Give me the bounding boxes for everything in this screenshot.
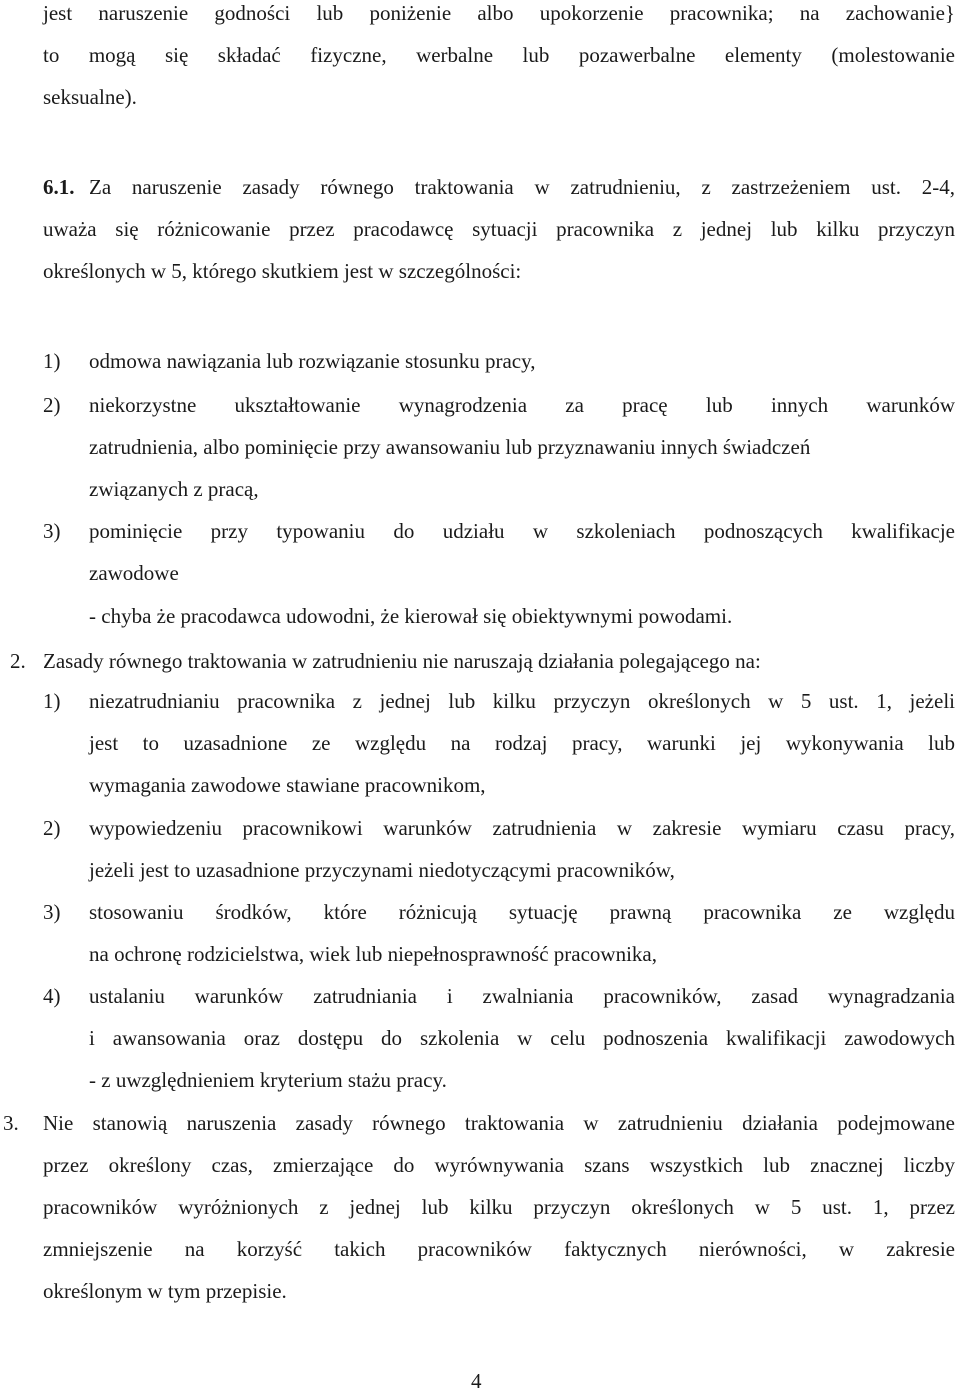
list-item-number: 3) — [43, 519, 61, 543]
section-number-2: 2. — [10, 649, 26, 673]
list-item-text: ustalaniu warunków zatrudniania i zwalniania pracowników, zasad wynagradzania — [89, 984, 955, 1008]
intro-line-2: to mogą się składać fizyczne, werbalne lub pozawerbalne elementy (molestowanie — [43, 43, 955, 67]
page-number: 4 — [471, 1369, 482, 1393]
list-item-text: na ochronę rodzicielstwa, wiek lub niepełnosprawność pracownika, — [89, 942, 657, 966]
section-6-1-line-1: Za naruszenie zasady równego traktowania w zatrudnieniu, z zastrzeżeniem ust. 2-4, — [89, 175, 955, 199]
list-item-text: wymagania zawodowe stawiane pracownikom, — [89, 773, 486, 797]
list-item-number: 3) — [43, 900, 61, 924]
section-number-3: 3. — [3, 1111, 19, 1135]
section-3-line-5: określonym w tym przepisie. — [43, 1279, 287, 1303]
list-item-text: jest to uzasadnione ze względu na rodzaj pracy, warunki jej wykonywania lub — [89, 731, 955, 755]
list-item-number: 1) — [43, 689, 61, 713]
exception-dash-line: - chyba że pracodawca udowodni, że kierował się obiektywnymi powodami. — [89, 604, 733, 628]
section-3-line-3: pracowników wyróżnionych z jednej lub kilku przyczyn określonych w 5 ust. 1, przez — [43, 1195, 955, 1219]
list-item-text: - z uwzględnieniem kryterium stażu pracy. — [89, 1068, 447, 1092]
list-item-number: 1) — [43, 349, 61, 373]
list-item-text: stosowaniu środków, które różnicują sytuację prawną pracownika ze względu — [89, 900, 955, 924]
list-item-text: i awansowania oraz dostępu do szkolenia w celu podnoszenia kwalifikacji zawodowych — [89, 1026, 955, 1050]
list-item-text: zatrudnienia, albo pominięcie przy awansowaniu lub przyznawaniu innych świadczeń — [89, 435, 811, 459]
intro-line-3: seksualne). — [43, 85, 137, 109]
list-item-text: odmowa nawiązania lub rozwiązanie stosunku pracy, — [89, 349, 536, 373]
list-item-number: 2) — [43, 816, 61, 840]
list-item-text: wypowiedzeniu pracownikowi warunków zatrudnienia w zakresie wymiaru czasu pracy, — [89, 816, 955, 840]
section-6-1-line-3: określonych w 5, którego skutkiem jest w szczególności: — [43, 259, 522, 283]
list-item-number: 2) — [43, 393, 61, 417]
list-item-text: zawodowe — [89, 561, 179, 585]
list-item-number: 4) — [43, 984, 61, 1008]
section-number-6-1: 6.1. — [43, 175, 75, 199]
section-6-1-line-2: uważa się różnicowanie przez pracodawcę sytuacji pracownika z jednej lub kilku przyczyn — [43, 217, 955, 241]
list-item-text: niezatrudnianiu pracownika z jednej lub kilku przyczyn określonych w 5 ust. 1, jeżeli — [89, 689, 955, 713]
section-3-line-4: zmniejszenie na korzyść takich pracowników faktycznych nierówności, w zakresie — [43, 1237, 955, 1261]
section-2-heading: Zasady równego traktowania w zatrudnieniu nie naruszają działania polegającego na: — [43, 649, 761, 673]
section-3-line-2: przez określony czas, zmierzające do wyrównywania szans wszystkich lub znacznej liczby — [43, 1153, 955, 1177]
list-item-text: pominięcie przy typowaniu do udziału w szkoleniach podnoszących kwalifikacje — [89, 519, 955, 543]
section-3-line-1: Nie stanowią naruszenia zasady równego traktowania w zatrudnieniu działania podejmowane — [43, 1111, 955, 1135]
list-item-text: jeżeli jest to uzasadnione przyczynami niedotyczącymi pracowników, — [89, 858, 675, 882]
intro-line-1: jest naruszenie godności lub poniżenie albo upokorzenie pracownika; na zachowanie} — [43, 1, 955, 25]
list-item-text: niekorzystne ukształtowanie wynagrodzenia za pracę lub innych warunków — [89, 393, 955, 417]
list-item-text: związanych z pracą, — [89, 477, 259, 501]
